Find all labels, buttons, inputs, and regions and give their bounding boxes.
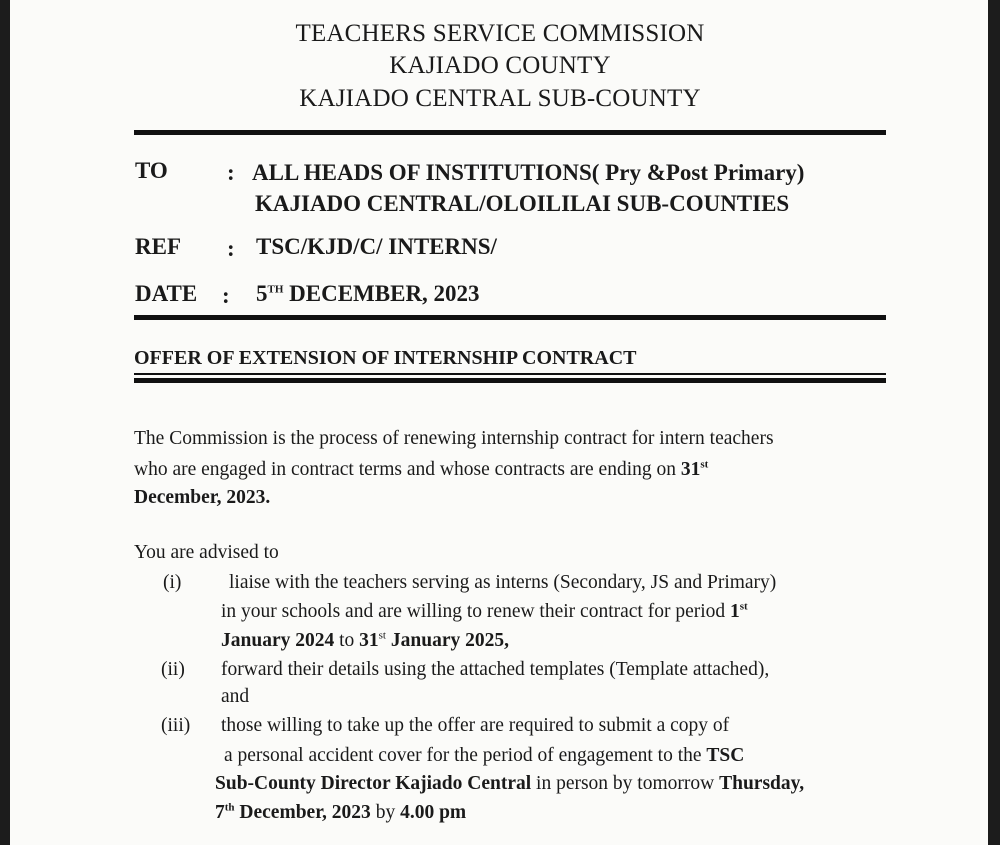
item-1-start-sup: st xyxy=(739,600,748,613)
memo-divider xyxy=(134,315,886,320)
item-1-to: to xyxy=(334,630,360,651)
to-value-line2: KAJIADO CENTRAL/OLOILILAI SUB-COUNTIES xyxy=(255,191,790,216)
date-colon: : xyxy=(222,283,230,308)
item-1-end-sup: st xyxy=(378,629,386,642)
item-1-number: (i) xyxy=(163,572,182,593)
item-3-line2 xyxy=(224,745,744,767)
item-3-by: by xyxy=(370,802,401,823)
item-3-line3 xyxy=(215,773,804,795)
date-sup: TH xyxy=(267,283,284,296)
ref-value: TSC/KJD/C/ INTERNS/ xyxy=(256,234,497,259)
item-3-line2-text: a personal accident cover for the period of engagement to the xyxy=(224,745,707,766)
item-1-start-day: 1 xyxy=(730,601,740,622)
item-3-director: Sub-County Director Kajiado Central xyxy=(215,773,532,794)
item-1-line2-text: in your schools and are willing to renew their contract for period xyxy=(221,601,731,622)
ref-colon: : xyxy=(227,236,235,261)
item-3-time: 4.00 pm xyxy=(400,802,467,823)
subcounty-title: KAJIADO CENTRAL SUB-COUNTY xyxy=(299,85,701,112)
county-title: KAJIADO COUNTY xyxy=(389,52,611,79)
date-day: 5 xyxy=(256,281,268,306)
item-3-day-sup: th xyxy=(224,801,235,814)
ref-label: REF xyxy=(135,234,181,259)
item-1-end-month: January 2025, xyxy=(386,630,509,651)
to-label: TO xyxy=(135,158,168,183)
item-1-line1: liaise with the teachers serving as interns (Secondary, JS and Primary) xyxy=(229,572,777,593)
intro-date-day: 31 xyxy=(680,459,701,480)
item-3-number: (iii) xyxy=(161,715,191,736)
intro-date-sup: st xyxy=(700,458,709,471)
to-colon: : xyxy=(227,160,235,185)
intro-line1: The Commission is the process of renewing internship contract for intern teachers xyxy=(134,428,774,449)
item-3-date: December, 2023 xyxy=(234,802,371,823)
header-divider xyxy=(134,130,886,135)
item-1-line3 xyxy=(221,630,509,652)
date-value xyxy=(256,281,480,307)
item-3-day: 7 xyxy=(215,802,225,823)
item-2-line2: and xyxy=(221,686,250,707)
item-1-start-month: January 2024 xyxy=(221,630,335,651)
org-title: TEACHERS SERVICE COMMISSION xyxy=(295,20,705,47)
subject-heading: OFFER OF EXTENSION OF INTERNSHIP CONTRACT xyxy=(134,347,637,369)
subject-underline xyxy=(134,373,886,375)
item-3-line4 xyxy=(215,802,466,824)
date-rest: DECEMBER, 2023 xyxy=(289,281,480,306)
date-label: DATE xyxy=(135,281,198,306)
intro-line2-text: who are engaged in contract terms and whose contracts are ending on xyxy=(134,459,681,480)
item-3-line1: those willing to take up the offer are required to submit a copy of xyxy=(221,715,730,736)
item-3-thursday: Thursday, xyxy=(719,773,805,794)
item-2-line1: forward their details using the attached templates (Template attached), xyxy=(221,659,770,680)
subject-divider xyxy=(134,378,886,383)
item-1-end-day: 31 xyxy=(359,630,379,651)
intro-line3: December, 2023. xyxy=(134,487,271,508)
item-1-line2 xyxy=(221,601,748,623)
intro-line2 xyxy=(134,459,708,481)
to-value-line1: ALL HEADS OF INSTITUTIONS( Pry &Post Primary) xyxy=(252,160,805,185)
item-3-in-person: in person by tomorrow xyxy=(531,773,720,794)
item-3-tsc: TSC xyxy=(706,745,745,766)
item-2-number: (ii) xyxy=(161,659,185,680)
advice-lead: You are advised to xyxy=(134,542,279,563)
